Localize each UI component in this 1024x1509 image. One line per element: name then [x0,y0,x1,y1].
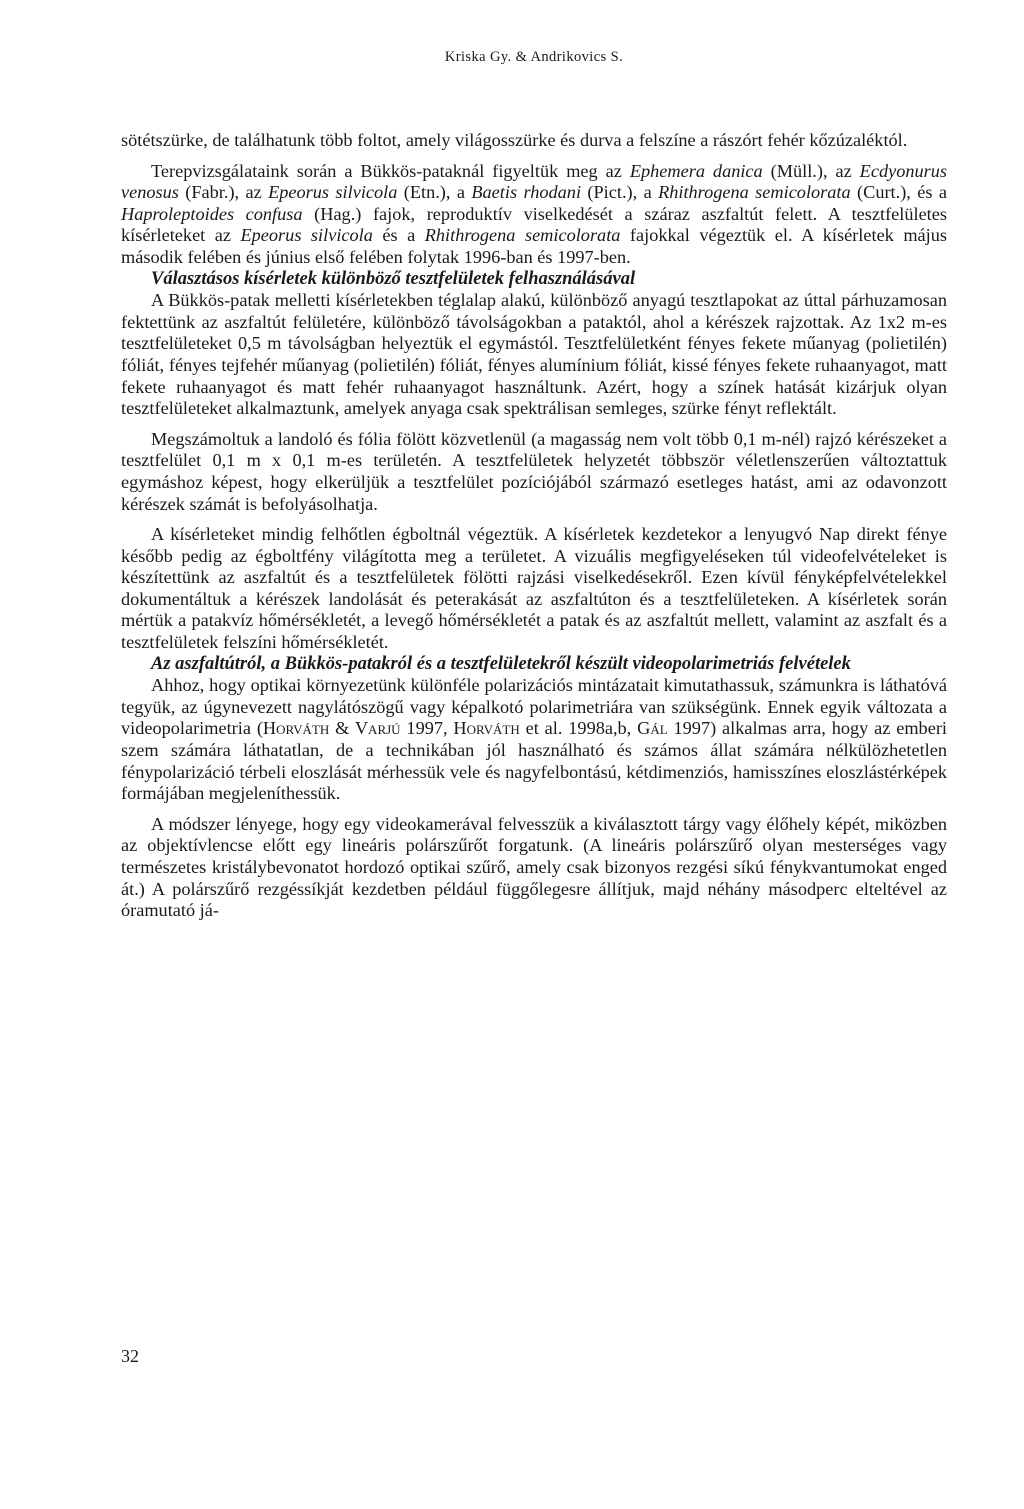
paragraph-field-studies [121,161,947,269]
species-name: Ecdyonurus venosus [121,160,947,203]
text-span: (Pict.), a [581,182,659,203]
citation-author: Horváth & Varjú [262,718,401,739]
text-span: (Curt.), és a [850,182,947,203]
species-name: Rhithrogena semicolorata [658,182,851,203]
page-number: 32 [121,1346,139,1366]
text-span: (Etn.), a [397,182,472,203]
running-head: Kriska Gy. & Andrikovics S. [444,49,624,65]
text-span: et al. 1998a,b, [519,718,638,739]
paragraph-continuation: sötétszürke, de találhatunk több foltot, amely világosszürke és durva a felszíne a rászórt fehér kőzúzaléktól. [121,130,908,150]
text-span: 1997) alkalmas arra, hogy az emberi szem számára láthatatlan, de a technikában jól használható és számos állat számára nélkülözhetetlen fénypolarizáció térbeli eloszlását mérhessük vele és nagyfelbontású, kétdimenziós, hamisszínes eloszlástérképek formájában megjeleníthessük. [121,718,947,804]
species-name: Epeorus silvicola [240,225,373,246]
species-name: Rhithrogena semicolorata [424,225,621,246]
species-name: Baetis rhodani [471,182,582,203]
text-span: Ahhoz, hogy optikai környezetünk különféle polarizációs mintázatait kimutathassuk, számunkra is láthatóvá tegyük, az úgynevezett nagylátószögű vagy képalkotó polarimetriára van szükségünk. Ennek egyik változata a videopolarimetria ( [121,675,947,739]
paragraph-test-surfaces: A Bükkös-patak melletti kísérletekben téglalap alakú, különböző anyagú tesztlapokat az úttal párhuzamosan fektettünk az aszfaltút felületére, különböző távolságokban a pataktól, ahol a kérészek rajzottak. Az 1x2 m-es tesztfelületeket 0,5 m távolságban helyeztük el egymástól. Tesztfelületként fényes fekete műanyag (polietilén) fóliát, fényes tejfehér műanyag (polietilén) fóliát, fényes alumínium fóliát, kissé fényes fekete ruhaanyagot, matt fekete ruhaanyagot és matt fehér ruhaanyagot használtunk. Azért, hogy a színek hatását kizárjuk olyan tesztfelületeket alkalmaztunk, amelyek anyaga csak spektrálisan semleges, szürke fényt reflektált. [121,290,947,419]
text-span: (Müll.), az [762,160,860,181]
text-span: Terepvizsgálataink során a Bükkös-pataknál figyeltük meg az [151,160,630,181]
text-span: (Hag.) fajok, reproduktív viselkedését a száraz aszfaltút felett. A tesztfelületes kísérleteket az [121,203,947,246]
species-name: Ephemera danica [629,160,763,181]
paragraph-counting: Megszámoltuk a landoló és fólia fölött közvetlenül (a magasság nem volt több 0,1 m-nél) rajzó kérészeket a tesztfelület 0,1 m x 0,1 m-es területén. A tesztfelületek helyzetét többször véletlenszerűen változtattuk egymáshoz képest, hogy elkerüljük a tesztfelület pozíciójából származó esetleges hatást, ami az odavonzott kérészek számát is befolyásolhatja. [121,428,947,514]
text-span: és a [372,225,425,246]
species-name: Epeorus silvicola [268,182,398,203]
paragraph-method: A módszer lényege, hogy egy videokamerával felvesszük a kiválasztott tárgy vagy élőhely képét, miközben az objektívlencse előtt egy lineáris polárszűrőt forgatunk. (A lineáris polárszűrő olyan mesterséges vagy természetes kristálybevonatot hordozó optikai szűrő, amely csak bizonyos rezgési síkú fénykvantumokat enged át.) A polárszűrő rezgéssíkját kezdetben például függőlegesre állítjuk, majd néhány másodperc elteltével az óramutató já- [121,813,947,921]
citation-author: Horváth [453,718,520,739]
paragraph-videopolarimetry [121,675,947,805]
text-span: 1997, [400,718,454,739]
page-body [121,130,947,922]
text-span: (Fabr.), az [178,182,269,203]
text-span: fajokkal végeztük el. A kísérletek május második felében és június első felében folytak 1996-ban és 1997-ben. [121,225,947,267]
section-heading: Választásos kísérletek különböző tesztfelületek felhasználásával [151,268,636,289]
citation-author: Gál [637,718,668,739]
section-heading: Az aszfaltútról, a Bükkös-patakról és a tesztfelületekről készült videopolarimetriás felvételek [151,653,851,674]
species-name: Haproleptoides confusa [121,203,303,224]
paragraph-conditions: A kísérleteket mindig felhőtlen égboltnál végeztük. A kísérletek kezdetekor a lenyugvó Nap direkt fénye később pedig az égboltfény világította meg a területet. A vizuális megfigyeléseken túl videofelvételeket is készítettünk az aszfaltút és a tesztfelületek fölötti rajzási viselkedésekről. Ezen kívül fényképfelvételekkel dokumentáltuk a kérészek landolását és peterakását az aszfaltúton és a tesztfelületeken. A kísérletek során mértük a patakvíz hőmérsékletét, a levegő hőmérsékletét a patak és az aszfaltút mellett, valamint az aszfalt és a tesztfelületek felszíni hőmérsékletét. [121,524,947,653]
